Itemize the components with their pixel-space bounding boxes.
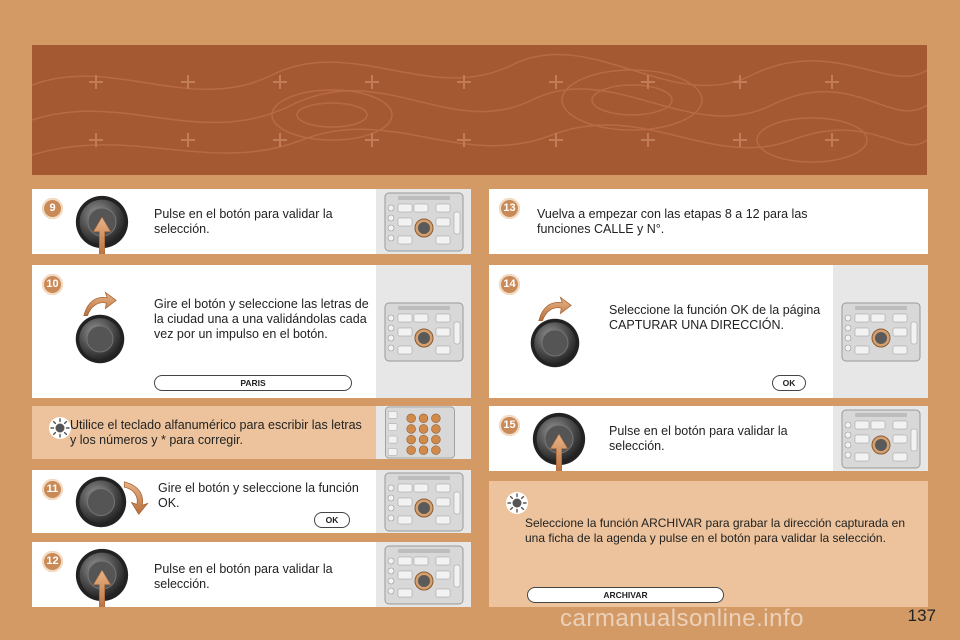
tip-text: Utilice el teclado alfanumérico para escribir las letras y los números y * para corregir. (70, 418, 362, 447)
push-arrow-icon (90, 217, 114, 254)
step-number: 14 (499, 274, 520, 295)
step-12-panel (32, 542, 471, 607)
turn-arrow-icon (122, 480, 150, 516)
step-13-panel (489, 189, 928, 254)
keypad-icon (384, 406, 456, 459)
screen-label-paris: PARIS (154, 375, 352, 391)
push-arrow-icon (547, 434, 571, 471)
tip-archive-panel (489, 481, 928, 607)
push-arrow-icon (90, 570, 114, 607)
rotary-knob-icon (74, 313, 126, 365)
tip-bulb-icon (505, 491, 529, 515)
keypad-illustration-column (376, 406, 471, 459)
radio-unit-icon (841, 409, 921, 469)
radio-illustration-column (376, 470, 471, 533)
step-number: 12 (42, 551, 63, 572)
step-number: 15 (499, 415, 520, 436)
step-9-panel (32, 189, 471, 254)
screen-label-archivar: ARCHIVAR (527, 587, 724, 603)
watermark: carmanualsonline.info (560, 605, 804, 632)
rotary-knob-icon (529, 317, 581, 369)
step-number: 11 (42, 479, 63, 500)
step-11-panel (32, 470, 471, 533)
header-banner (32, 45, 927, 175)
tip-keypad-panel (32, 406, 471, 459)
topographic-pattern (32, 45, 927, 175)
radio-illustration-column (833, 406, 928, 471)
radio-illustration-column (376, 189, 471, 254)
radio-illustration-column (833, 265, 928, 398)
radio-unit-icon (384, 192, 464, 252)
screen-label-ok: OK (314, 512, 350, 528)
step-15-panel (489, 406, 928, 471)
screen-label-ok: OK (772, 375, 806, 391)
tip-bulb-icon (48, 416, 72, 440)
rotary-knob-icon (74, 475, 128, 529)
step-text: Pulse en el botón para validar la selección. (609, 424, 788, 453)
step-number: 10 (42, 274, 63, 295)
radio-unit-icon (384, 302, 464, 362)
radio-illustration-column (376, 265, 471, 398)
step-text: Seleccione la función OK de la página CAPTURAR UNA DIRECCIÓN. (609, 303, 821, 332)
step-text: Pulse en el botón para validar la selección. (154, 562, 333, 591)
tip-text: Seleccione la función ARCHIVAR para grabar la dirección capturada en una ficha de la agenda y pulse en el botón para validar la selección. (525, 516, 905, 545)
step-text: Gire el botón y seleccione las letras de la ciudad una a una validándolas cada vez por un impulso en el botón. (154, 297, 369, 341)
step-text: Gire el botón y seleccione la función OK. (158, 481, 359, 510)
step-14-panel (489, 265, 928, 398)
radio-unit-icon (384, 545, 464, 605)
page-number: 137 (907, 606, 936, 625)
step-10-panel (32, 265, 471, 398)
step-number: 13 (499, 198, 520, 219)
step-text: Pulse en el botón para validar la selección. (154, 207, 333, 236)
radio-unit-icon (384, 472, 464, 532)
step-text: Vuelva a empezar con las etapas 8 a 12 para las funciones CALLE y N°. (537, 207, 808, 236)
step-number: 9 (42, 198, 63, 219)
radio-illustration-column (376, 542, 471, 607)
radio-unit-icon (841, 302, 921, 362)
